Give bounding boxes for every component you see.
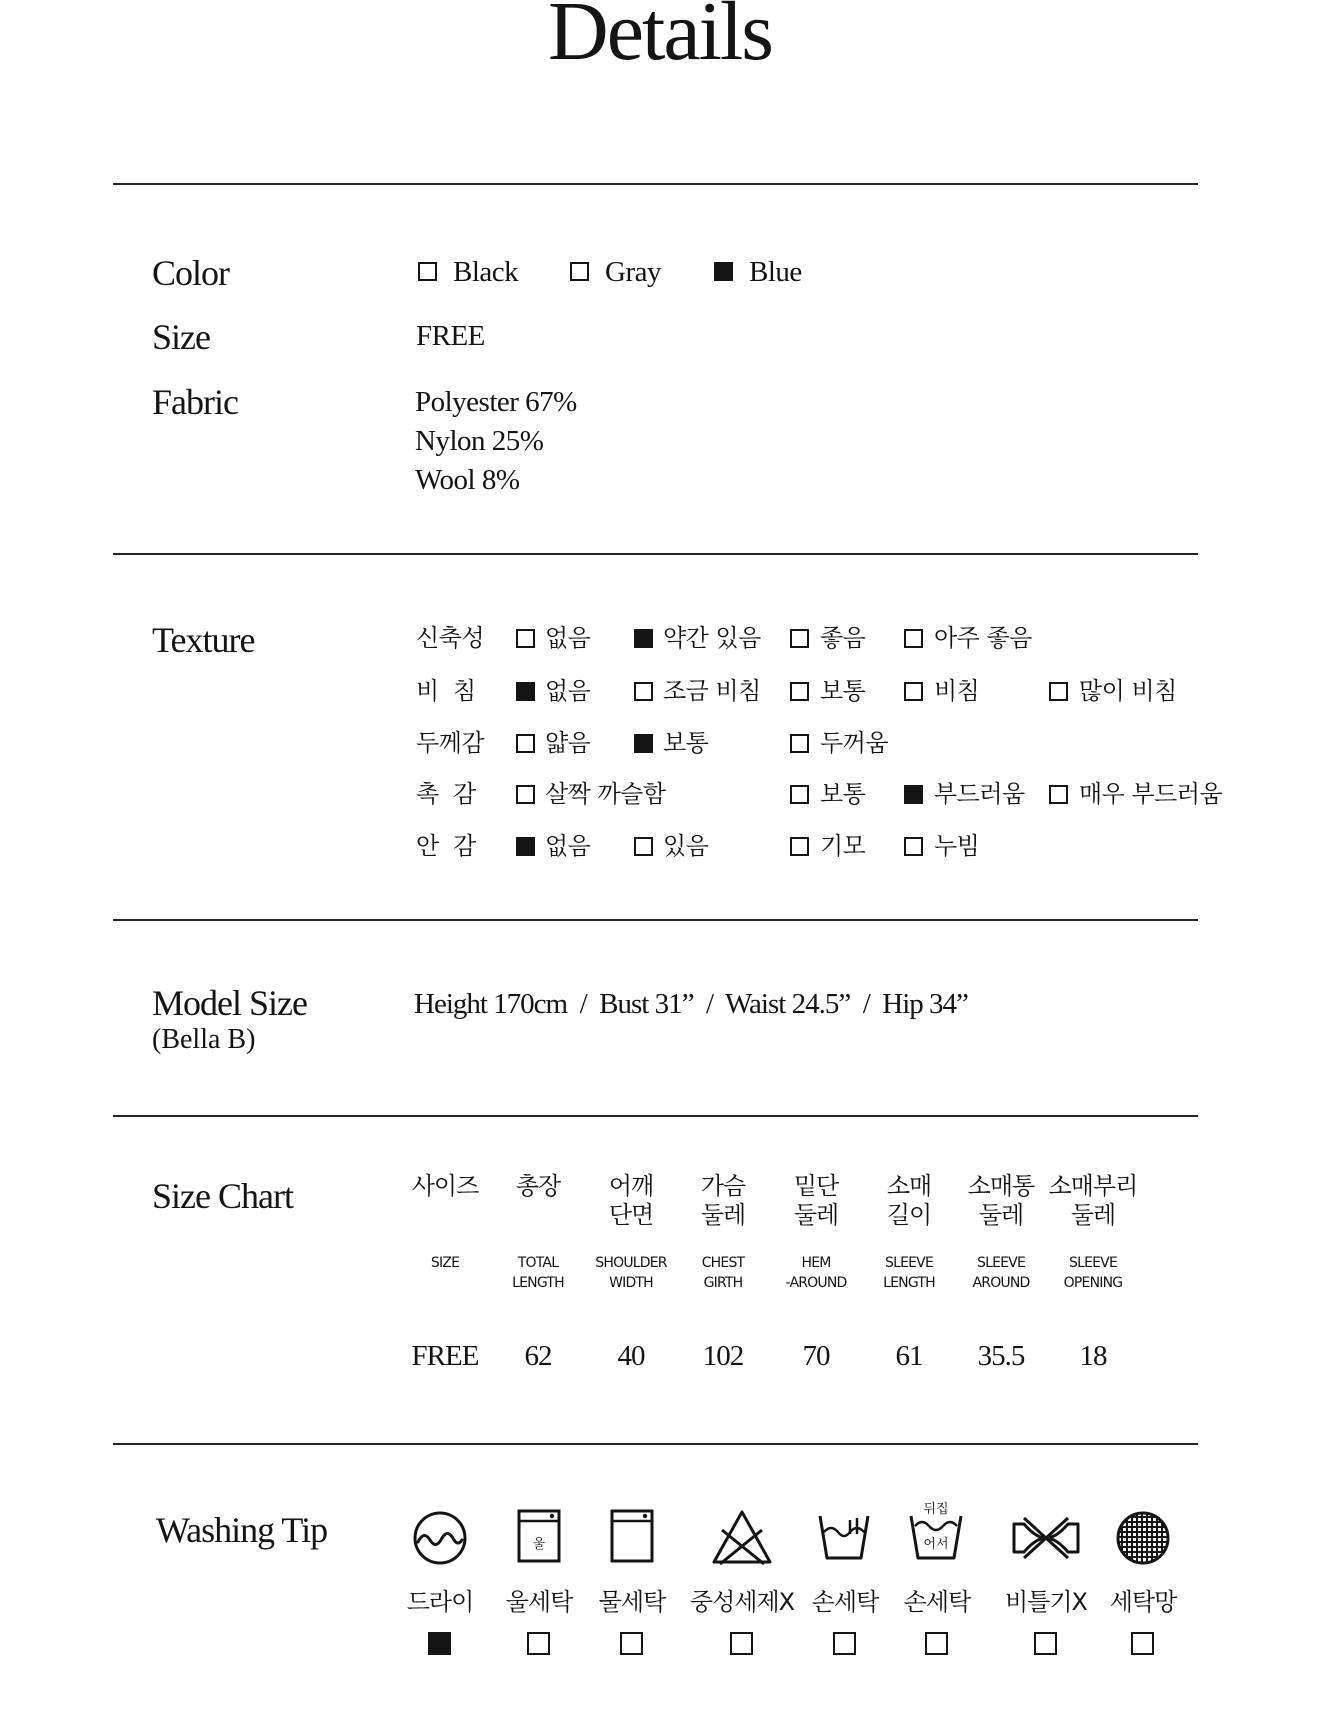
size-chart-value: 102 <box>702 1340 744 1372</box>
model-measurements: Height 170cm / Bust 31” / Waist 24.5” / Hip 34” <box>414 988 968 1020</box>
divider <box>113 1115 1198 1117</box>
washing-label: 손세탁 <box>811 1588 879 1616</box>
washing-label: 세탁망 <box>1109 1588 1177 1616</box>
washing-checkbox[interactable] <box>428 1632 451 1655</box>
texture-row-label: 촉 감 <box>416 780 476 808</box>
texture-checkbox[interactable] <box>904 785 923 804</box>
washing-checkbox[interactable] <box>1034 1632 1057 1655</box>
size-label: Size <box>152 317 210 357</box>
size-chart-header-en: SLEEVE OPENING <box>1063 1255 1123 1291</box>
texture-option-label: 없음 <box>545 832 591 860</box>
washing-checkbox[interactable] <box>1131 1632 1154 1655</box>
size-chart-value: 70 <box>802 1340 830 1372</box>
color-option-blue-checkbox[interactable] <box>714 262 733 281</box>
texture-checkbox[interactable] <box>790 734 809 753</box>
texture-checkbox[interactable] <box>516 682 535 701</box>
texture-option-label: 두꺼움 <box>820 729 889 757</box>
texture-option-label: 좋음 <box>820 624 866 652</box>
divider <box>113 1443 1198 1445</box>
texture-checkbox[interactable] <box>904 629 923 648</box>
size-chart-header-ko: 소매통 둘레 <box>967 1172 1035 1229</box>
washing-checkbox[interactable] <box>833 1632 856 1655</box>
texture-checkbox[interactable] <box>634 682 653 701</box>
size-value: FREE <box>416 320 485 352</box>
divider <box>113 183 1198 185</box>
texture-checkbox[interactable] <box>516 734 535 753</box>
color-option-blue-label: Blue <box>749 256 802 288</box>
texture-option-label: 많이 비침 <box>1079 677 1177 705</box>
size-chart-value: 18 <box>1079 1340 1107 1372</box>
size-chart-header-ko: 어깨 단면 <box>608 1172 654 1229</box>
washing-checkbox[interactable] <box>730 1632 753 1655</box>
washing-label: 드라이 <box>406 1588 474 1616</box>
size-chart-header-en: TOTAL LENGTH <box>512 1255 564 1291</box>
fabric-line: Nylon 25% <box>415 425 544 457</box>
texture-checkbox[interactable] <box>634 629 653 648</box>
texture-row-label: 안 감 <box>416 832 476 860</box>
color-option-gray-label: Gray <box>605 256 661 288</box>
divider <box>113 553 1198 555</box>
texture-row-label: 두께감 <box>416 729 485 757</box>
dry-clean-icon <box>412 1510 468 1566</box>
color-label: Color <box>152 253 230 293</box>
texture-checkbox[interactable] <box>1049 785 1068 804</box>
texture-checkbox[interactable] <box>516 837 535 856</box>
size-chart-value: 40 <box>617 1340 645 1372</box>
texture-option-label: 누빔 <box>934 832 980 860</box>
fabric-label: Fabric <box>152 382 238 422</box>
texture-option-label: 얇음 <box>545 729 591 757</box>
inside-out-bottom-text: 어서 <box>923 1537 949 1552</box>
size-chart-header-en: SLEEVE LENGTH <box>883 1255 935 1291</box>
size-chart-header-ko: 가슴 둘레 <box>700 1172 746 1229</box>
size-chart-header-ko: 소매부리 둘레 <box>1048 1172 1138 1229</box>
texture-option-label: 보통 <box>820 677 866 705</box>
no-bleach-icon <box>710 1508 774 1566</box>
washing-label: 물세탁 <box>598 1588 666 1616</box>
texture-option-label: 보통 <box>820 780 866 808</box>
texture-option-label: 없음 <box>545 624 591 652</box>
texture-checkbox[interactable] <box>904 682 923 701</box>
model-size-label: Model Size <box>152 983 307 1023</box>
texture-option-label: 보통 <box>663 729 709 757</box>
texture-checkbox[interactable] <box>790 682 809 701</box>
washing-label: 울세탁 <box>505 1588 573 1616</box>
texture-checkbox[interactable] <box>516 785 535 804</box>
texture-option-label: 약간 있음 <box>663 624 761 652</box>
washing-label: 중성세제X <box>689 1588 795 1616</box>
texture-label: Texture <box>152 620 255 660</box>
size-chart-header-en: SIZE <box>430 1255 460 1271</box>
washing-tip-label: Washing Tip <box>156 1510 328 1550</box>
texture-option-label: 조금 비침 <box>663 677 761 705</box>
size-chart-header-en: HEM -AROUND <box>785 1255 847 1291</box>
water-wash-icon <box>609 1508 655 1564</box>
size-chart-header-ko: 소매 길이 <box>886 1172 932 1229</box>
color-option-gray-checkbox[interactable] <box>570 262 589 281</box>
hand-wash-icon <box>817 1510 871 1562</box>
texture-option-label: 아주 좋음 <box>934 624 1032 652</box>
hand-wash-inside-out-icon <box>907 1498 965 1564</box>
size-chart-label: Size Chart <box>152 1176 293 1216</box>
washing-checkbox[interactable] <box>527 1632 550 1655</box>
texture-option-label: 비침 <box>934 677 980 705</box>
wool-wash-icon <box>516 1508 562 1564</box>
texture-option-label: 살짝 까슬함 <box>545 780 666 808</box>
size-chart-value: FREE <box>411 1340 479 1372</box>
inside-out-top-text: 뒤집 <box>923 1502 949 1517</box>
texture-option-label: 있음 <box>663 832 709 860</box>
size-chart-header-ko: 총장 <box>515 1172 561 1200</box>
fabric-line: Polyester 67% <box>415 386 577 418</box>
texture-checkbox[interactable] <box>790 837 809 856</box>
texture-checkbox[interactable] <box>790 629 809 648</box>
size-chart-value: 61 <box>895 1340 923 1372</box>
texture-option-label: 매우 부드러움 <box>1079 780 1223 808</box>
texture-checkbox[interactable] <box>516 629 535 648</box>
size-chart-header-en: SLEEVE AROUND <box>972 1255 1030 1291</box>
washing-checkbox[interactable] <box>620 1632 643 1655</box>
model-name: (Bella B) <box>152 1024 256 1055</box>
texture-checkbox[interactable] <box>1049 682 1068 701</box>
size-chart-value: 62 <box>524 1340 552 1372</box>
texture-option-label: 기모 <box>820 832 866 860</box>
texture-checkbox[interactable] <box>634 734 653 753</box>
color-option-black-label: Black <box>453 256 519 288</box>
no-wring-icon <box>1010 1516 1082 1560</box>
washing-label: 비틀기X <box>1005 1588 1087 1616</box>
washing-checkbox[interactable] <box>925 1632 948 1655</box>
texture-option-label: 없음 <box>545 677 591 705</box>
texture-checkbox[interactable] <box>790 785 809 804</box>
size-chart-header-en: SHOULDER WIDTH <box>595 1255 667 1291</box>
page-title: Details <box>548 0 772 78</box>
laundry-net-icon <box>1115 1510 1171 1566</box>
texture-row-label: 신축성 <box>416 624 485 652</box>
texture-checkbox[interactable] <box>634 837 653 856</box>
washing-label: 손세탁 <box>903 1588 971 1616</box>
color-option-black-checkbox[interactable] <box>418 262 437 281</box>
size-chart-header-ko: 밑단 둘레 <box>793 1172 839 1229</box>
texture-option-label: 부드러움 <box>934 780 1025 808</box>
size-chart-value: 35.5 <box>977 1340 1025 1372</box>
fabric-line: Wool 8% <box>415 464 520 496</box>
divider <box>113 919 1198 921</box>
size-chart-header-ko: 사이즈 <box>411 1172 479 1200</box>
texture-row-label: 비 침 <box>416 677 476 705</box>
wool-wash-icon-text: 울 <box>532 1537 546 1552</box>
size-chart-header-en: CHEST GIRTH <box>701 1255 745 1291</box>
texture-checkbox[interactable] <box>904 837 923 856</box>
